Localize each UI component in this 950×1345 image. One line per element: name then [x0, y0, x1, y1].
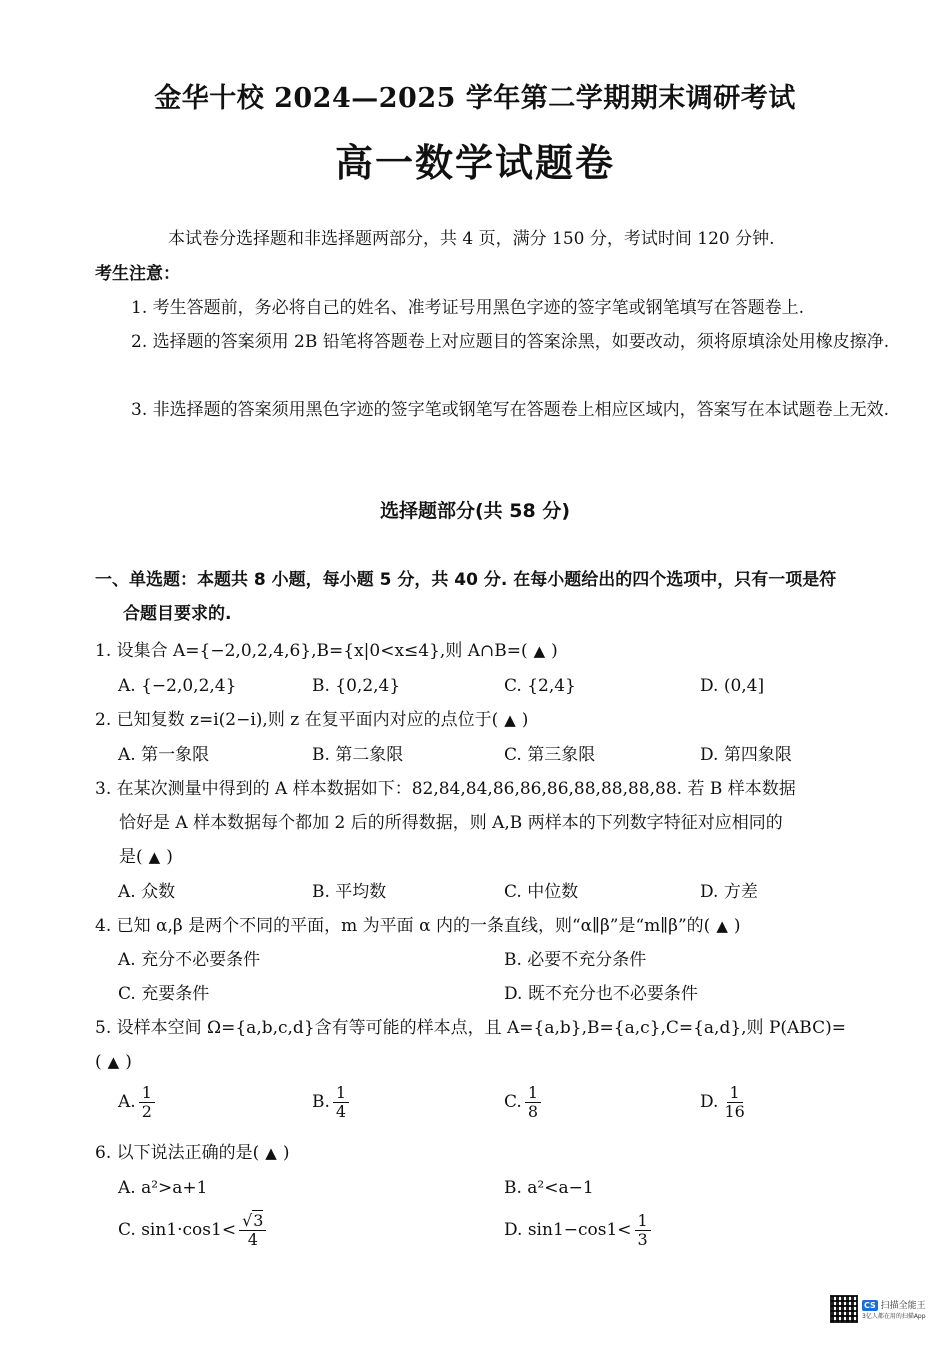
paper-title: 高一数学试题卷: [334, 140, 615, 185]
option-label: C.: [504, 1092, 522, 1112]
qr-code-icon: [830, 1295, 858, 1323]
close-paren: ): [733, 916, 741, 936]
scanner-watermark: [830, 1294, 930, 1324]
watermark-name: 扫描全能王: [880, 1300, 926, 1311]
fraction: [635, 1212, 651, 1249]
question-2: [95, 703, 895, 737]
denominator: 4: [247, 1230, 258, 1249]
close-paren: ): [521, 710, 529, 730]
numerator: 1: [139, 1084, 155, 1103]
watermark-text: [862, 1298, 926, 1321]
denominator: 2: [141, 1102, 152, 1121]
close-paren: ): [551, 641, 558, 661]
cs-logo: CS: [864, 1300, 876, 1310]
option-c: C. 中位数: [504, 882, 579, 902]
question-5: [95, 1011, 895, 1079]
section-title: 选择题部分(共 58 分): [379, 500, 571, 522]
exam-title: 金华十校 2024—2025 学年第二学期期末调研考试: [154, 83, 796, 114]
denominator: 3: [637, 1230, 648, 1249]
fraction: [721, 1084, 747, 1121]
denominator: 4: [335, 1102, 347, 1121]
option-a: A. 第一象限: [118, 745, 210, 765]
part-heading: [95, 563, 895, 631]
option-a: A. 充分不必要条件: [118, 950, 261, 970]
option-d: [700, 1084, 748, 1121]
option-d: D. 方差: [700, 882, 758, 902]
answer-mark: ▲: [504, 711, 516, 729]
question-stem: 2. 已知复数 z=i(2−i),则 z 在复平面内对应的点位于(: [95, 710, 499, 730]
option-b: B. 第二象限: [312, 745, 404, 765]
option-label: D.: [700, 1092, 719, 1112]
question-4-options-row2: [118, 977, 898, 1011]
option-a: A. 众数: [118, 882, 176, 902]
option-d: D. (0,4]: [700, 676, 765, 696]
question-stem-line2: 恰好是 A 样本数据每个都加 2 后的所得数据，则 A,B 两样本的下列数字特征对应相同的: [119, 813, 783, 833]
option-d: [504, 1212, 651, 1249]
answer-mark: ▲: [148, 848, 161, 866]
notice-item-3: 3. 非选择题的答案须用黑色字迹的签字笔或钢笔写在答题卷上相应区域内，答案写在本试题卷上无效.: [131, 400, 890, 420]
question-stem-line1: 3. 在某次测量中得到的 A 样本数据如下：82,84,84,86,86,86,88,88,88,88. 若 B 样本数据: [95, 779, 796, 799]
option-c: [118, 1212, 266, 1249]
option-a: [118, 1084, 155, 1121]
option-b: B. 平均数: [312, 882, 387, 902]
part-heading-line2: 合题目要求的.: [123, 604, 232, 624]
notice-item-1: 1. 考生答题前，务必将自己的姓名、准考证号用黑色字迹的签字笔或钢笔填写在答题卷上.: [131, 298, 805, 318]
option-d: D. 既不充分也不必要条件: [504, 984, 698, 1004]
notice-item-2: 2. 选择题的答案须用 2B 铅笔将答题卷上对应题目的答案涂黑，如要改动，须将原填涂处用橡皮擦净.: [131, 332, 890, 352]
option-d: D. 第四象限: [700, 745, 792, 765]
fraction: [239, 1212, 266, 1249]
option-text: C. sin1·cos1<: [118, 1220, 237, 1240]
question-stem: 1. 设集合 A={−2,0,2,4,6},B={x|0<x≤4},则 A∩B=(: [95, 641, 528, 661]
numerator: 1: [525, 1084, 541, 1103]
option-label: A.: [118, 1092, 136, 1112]
option-label: B.: [312, 1092, 330, 1112]
open-paren: (: [95, 1052, 102, 1072]
option-a: A. {−2,0,2,4}: [118, 676, 237, 696]
question-5-options: [118, 1084, 898, 1128]
question-4-options-row1: [118, 943, 898, 977]
question-stem-line3: 是(: [119, 847, 143, 867]
option-b: B. a²<a−1: [504, 1178, 594, 1198]
option-c: C. 第三象限: [504, 745, 596, 765]
numerator: 1: [635, 1212, 651, 1231]
option-c: C. {2,4}: [504, 676, 576, 696]
numerator: √3: [239, 1212, 266, 1231]
close-paren: ): [282, 1143, 290, 1163]
intro-text: 本试卷分选择题和非选择题两部分，共 4 页，满分 150 分，考试时间 120 分钟.: [168, 229, 775, 249]
denominator: 16: [724, 1102, 745, 1121]
option-text: D. sin1−cos1<: [504, 1220, 632, 1240]
numerator: 1: [333, 1084, 349, 1103]
option-b: [312, 1084, 349, 1121]
radicand: 3: [253, 1211, 264, 1230]
fraction: [139, 1084, 155, 1121]
watermark-sub: 3亿人都在用的扫描App: [862, 1312, 926, 1320]
option-c: [504, 1084, 541, 1121]
option-c: C. 充要条件: [118, 984, 210, 1004]
option-b: B. 必要不充分条件: [504, 950, 647, 970]
answer-mark: ▲: [265, 1144, 277, 1162]
answer-mark: ▲: [107, 1053, 120, 1071]
denominator: 8: [527, 1102, 538, 1121]
question-stem: 4. 已知 α,β 是两个不同的平面，m 为平面 α 内的一条直线，则“α∥β”是“m∥β”的(: [95, 916, 711, 936]
question-6-options-row2: [118, 1212, 898, 1256]
question-6-options-row1: [118, 1171, 898, 1205]
answer-mark: ▲: [533, 642, 546, 660]
question-2-options: [118, 738, 898, 772]
close-paren: ): [166, 847, 173, 867]
question-1-options: [118, 669, 898, 703]
question-6: [95, 1136, 895, 1170]
fraction: [525, 1084, 541, 1121]
question-1: [95, 634, 895, 668]
fraction: [333, 1084, 349, 1121]
option-b: B. {0,2,4}: [312, 676, 401, 696]
question-4: [95, 909, 895, 943]
notice-title: 考生注意：: [95, 264, 180, 284]
numerator: 1: [727, 1084, 743, 1103]
close-paren: ): [125, 1052, 132, 1072]
question-3: [95, 772, 895, 874]
part-heading-line1: 一、单选题：本题共 8 小题，每小题 5 分，共 40 分. 在每小题给出的四个选项中，只有一项是符: [95, 570, 837, 590]
question-3-options: [118, 875, 898, 909]
option-a: A. a²>a+1: [118, 1178, 208, 1198]
answer-mark: ▲: [716, 917, 728, 935]
question-stem: 6. 以下说法正确的是(: [95, 1143, 260, 1163]
question-stem: 5. 设样本空间 Ω={a,b,c,d}含有等可能的样本点，且 A={a,b},B={a,c},C={a,d},则 P(ABC)=: [95, 1018, 846, 1038]
